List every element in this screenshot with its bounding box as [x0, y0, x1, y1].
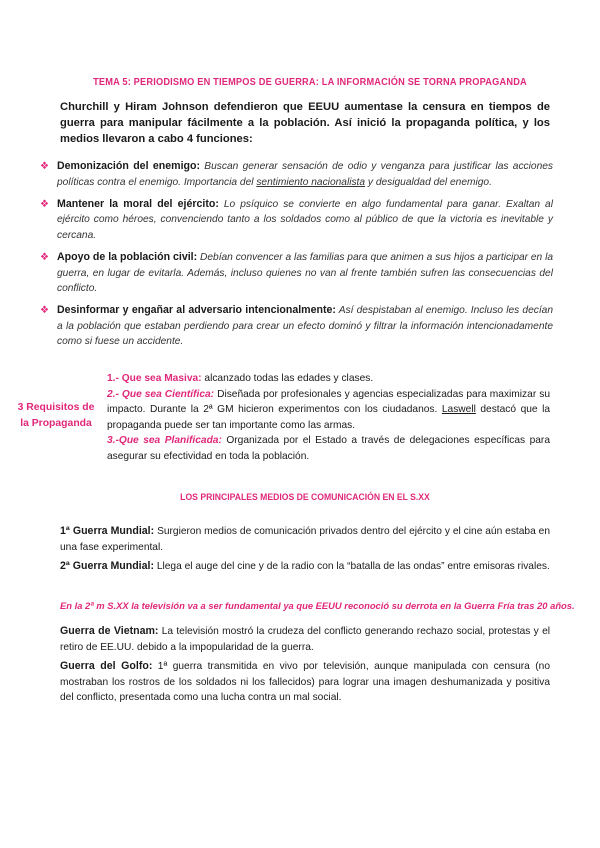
function-desc: Buscan generar sensación de odio y venganza para justificar las acciones políticas contra el enemigo. Importancia del sentimiento nacionalista y desigualdad del enemigo. [57, 161, 553, 188]
function-desc: Lo psíquico se convierte en algo fundamental para ganar. Exaltan al ejército como héroes, convenciendo tanto a los soldados como al público de que la victoria es inevitable y cercana. [57, 198, 553, 241]
function-desc: Debían convencer a las familias para que animen a sus hijos a participar en la guerra, en lugar de evitarla. Además, incluso quienes no van al frente también sufren las consecuencias del conflicto. [57, 251, 553, 295]
function-head: Desinformar y engañar al adversario intencionalmente: [57, 304, 336, 317]
vietnam-paragraph: Guerra de Vietnam: La televisión mostró la crudeza del conflicto generando rechazo social, protestas y el retiro de EE.UU. debido a la impopularidad de la guerra. [60, 625, 550, 653]
golfo-paragraph: Guerra del Golfo: 1ª guerra transmitida en vivo por televisión, aunque manipulada con censura (no mostraban los rostros de los soldados ni los fallecidos) para lograr una imagen deshumanizada y positiva del conflicto, presentada como una lucha contra un mal social. [60, 660, 550, 704]
intro-paragraph: Churchill y Hiram Johnson defendieron que EEUU aumentase la censura en tiempos de guerra para manipular fácilmente a la población. Así inició la propaganda política, y los medios llevaron a cabo 4 funciones: [60, 101, 550, 145]
function-head: Mantener la moral del ejército: [57, 197, 219, 210]
list-item: 2.- Que sea Científica: Diseñada por profesionales y agencias especializadas para maximizar su impacto. Durante la 2ª GM hicieron experimentos con los ciudadanos. Laswell destacó que la propaganda puede ser tan importante como las armas. [107, 388, 551, 431]
highlight-note: En la 2ª m S.XX la televisión va a ser fundamental ya que EEUU reconoció su derrota en la Guerra Fría tras 20 años. [60, 600, 575, 611]
list-item: 3.-Que sea Planificada: Organizada por el Estado a través de delegaciones específicas para asegurar su efectividad en toda la población. [107, 435, 550, 462]
requirements-list [107, 371, 550, 464]
war2-paragraph: 2ª Guerra Mundial: Llega el auge del cine y de la radio con la “batalla de las ondas” entre emisoras rivales. [60, 560, 550, 572]
section-subtitle: LOS PRINCIPALES MEDIOS DE COMUNICACIÓN EN EL S.XX [180, 492, 430, 503]
function-head: Apoyo de la población civil: [57, 250, 198, 263]
diamond-bullet-icon: ❖ [40, 305, 49, 317]
list-item [40, 159, 553, 190]
diamond-bullet-icon: ❖ [40, 161, 49, 172]
list-item [40, 250, 553, 297]
war1-paragraph: 1ª Guerra Mundial: Surgieron medios de comunicación privados dentro del ejército y el cine aún estaba en una fase experimental. [60, 525, 551, 553]
page-title: TEMA 5: PERIODISMO EN TIEMPOS DE GUERRA: LA INFORMACIÓN SE TORNA PROPAGANDA [93, 76, 527, 88]
diamond-bullet-icon: ❖ [40, 251, 49, 263]
requirements-label: 3 Requisitos de la Propaganda [17, 402, 95, 429]
list-item: 1.- Que sea Masiva: alcanzado todas las edades y clases. [107, 373, 374, 384]
function-head: Demonización del enemigo: [57, 160, 201, 172]
diamond-bullet-icon: ❖ [40, 198, 49, 210]
list-item [40, 303, 553, 350]
function-desc: Así despistaban al enemigo. Incluso les decían a la población que estaban perdiendo para crear un efecto dominó y filtrar la información intencionadamente como si fuese un accidente. [57, 305, 554, 348]
functions-list [40, 159, 553, 357]
list-item [40, 197, 553, 244]
